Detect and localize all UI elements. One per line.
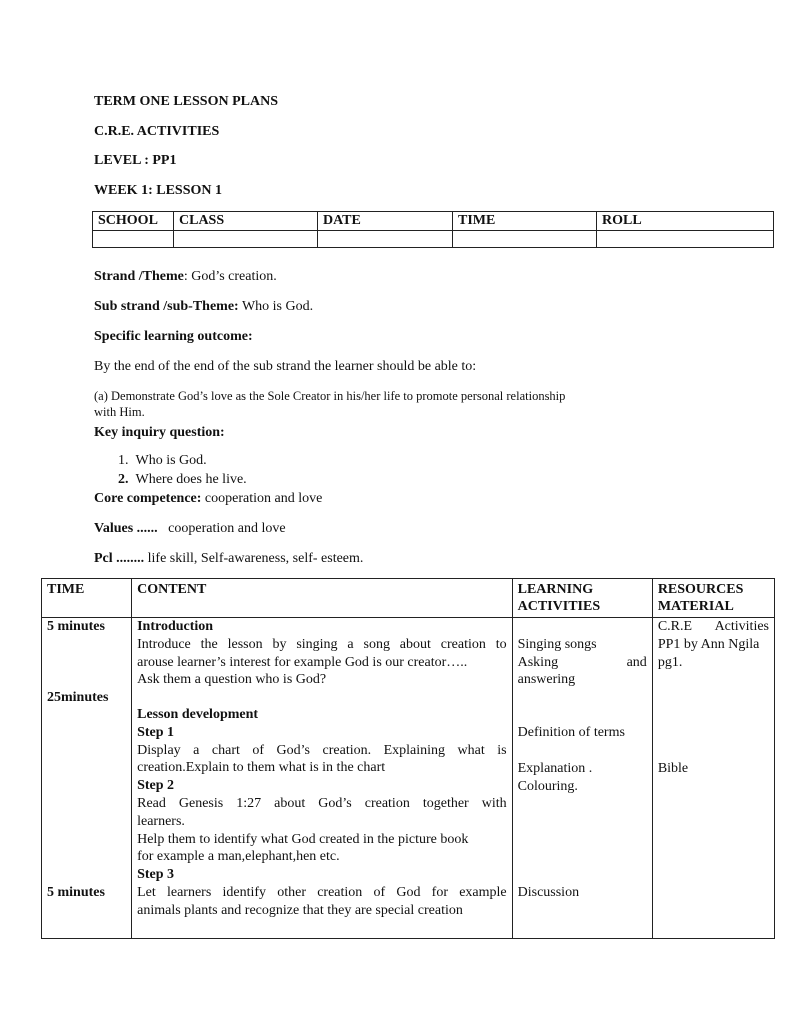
outcome-item-line1: (a) Demonstrate God’s love as the Sole Creator in his/her life to promote personal relationship <box>94 389 566 403</box>
strand-value: : God’s creation. <box>183 269 277 284</box>
time-column-header: TIME <box>42 579 132 618</box>
resource-line-3: pg1. <box>657 654 683 670</box>
inquiry-label: Key inquiry question: <box>94 425 225 440</box>
pcl-label: Pcl ........ <box>94 551 145 566</box>
intro-line-2: arouse learner’s interest for example God is our creator….. <box>137 654 468 670</box>
resource-line-2: PP1 by Ann Ngila <box>657 636 760 652</box>
step2-line-3: Help them to identify what God created in the picture book <box>137 831 469 847</box>
level-label: LEVEL : PP1 <box>94 153 177 168</box>
sub-strand-label: Sub strand /sub-Theme: <box>94 299 239 314</box>
activity-asking-line <box>518 654 647 672</box>
time-development: 25minutes <box>47 690 109 705</box>
content-column-header: CONTENT <box>132 579 513 618</box>
sub-strand-value: Who is God. <box>238 299 314 314</box>
inquiry-question-1 <box>118 453 207 469</box>
sub-strand-line <box>94 299 313 315</box>
date-header: DATE <box>318 212 453 231</box>
activities-header-line2: ACTIVITIES <box>517 599 601 614</box>
core-competence-label: Core competence: <box>94 491 202 506</box>
step1-heading: Step 1 <box>137 724 175 740</box>
date-cell <box>318 231 453 248</box>
values-label: Values ...... <box>94 521 158 536</box>
content-cell <box>132 618 513 939</box>
time-intro: 5 minutes <box>47 619 105 634</box>
question-1-text: Who is God. <box>135 453 207 468</box>
strand-line <box>94 269 277 285</box>
outcome-intro: By the end of the end of the sub strand the learner should be able to: <box>94 359 477 374</box>
resources-cell <box>652 618 774 939</box>
values-line <box>94 521 286 537</box>
school-header: SCHOOL <box>93 212 174 231</box>
step3-line-2: animals plants and recognize that they are special creation <box>137 902 463 918</box>
activity-asking: Asking <box>517 654 559 670</box>
resource-line-1: C.R.E Activities <box>657 619 769 634</box>
time-cell <box>453 231 597 248</box>
step2-line-1: Read Genesis 1:27 about God’s creation together with <box>137 796 507 811</box>
pcl-value: life skill, Self-awareness, self- esteem. <box>144 551 364 566</box>
question-1-number: 1. <box>118 453 129 468</box>
intro-line-3: Ask them a question who is God? <box>137 672 327 688</box>
time-cell <box>42 618 132 939</box>
resources-header-line1: RESOURCES <box>657 582 744 597</box>
activity-singing: Singing songs <box>517 636 597 652</box>
values-value: cooperation and love <box>157 521 286 536</box>
core-competence-value: cooperation and love <box>201 491 323 506</box>
resources-header-line2: MATERIAL <box>657 599 734 614</box>
activity-colouring: Colouring. <box>517 778 578 794</box>
step2-line-2: learners. <box>137 813 185 829</box>
lesson-table <box>41 578 775 939</box>
week-lesson-label: WEEK 1: LESSON 1 <box>94 183 222 198</box>
roll-header: ROLL <box>597 212 774 231</box>
activities-cell <box>512 618 652 939</box>
activity-and: and <box>626 654 647 670</box>
strand-label: Strand /Theme <box>94 269 184 284</box>
school-cell <box>93 231 174 248</box>
resource-bible: Bible <box>657 761 689 776</box>
step2-heading: Step 2 <box>137 778 175 794</box>
time-header: TIME <box>453 212 597 231</box>
activity-explanation: Explanation . <box>517 761 593 776</box>
intro-line-1: Introduce the lesson by singing a song about creation to <box>137 636 507 652</box>
inquiry-question-2 <box>118 472 247 488</box>
activity-discussion: Discussion <box>517 885 580 900</box>
activity-definition: Definition of terms <box>517 725 625 740</box>
class-header: CLASS <box>174 212 318 231</box>
pcl-line <box>94 551 363 567</box>
step3-heading: Step 3 <box>137 867 175 883</box>
school-info-table <box>92 211 774 248</box>
step2-line-4: for example a man,elephant,hen etc. <box>137 849 340 865</box>
step3-line-1: Let learners identify other creation of God for example <box>137 885 507 900</box>
activities-column-header <box>512 579 652 618</box>
document-title: TERM ONE LESSON PLANS <box>94 94 278 109</box>
time-step3: 5 minutes <box>47 885 105 900</box>
activities-header-line1: LEARNING <box>517 582 594 597</box>
outcome-item-line2: with Him. <box>94 405 145 419</box>
resources-column-header <box>652 579 774 618</box>
subject-title: C.R.E. ACTIVITIES <box>94 124 220 139</box>
question-2-number: 2. <box>118 472 129 487</box>
development-heading: Lesson development <box>137 707 259 722</box>
step1-line-2: creation.Explain to them what is in the chart <box>137 760 386 776</box>
class-cell <box>174 231 318 248</box>
outcome-label: Specific learning outcome: <box>94 329 253 344</box>
core-competence-line <box>94 491 322 507</box>
step1-line-1: Display a chart of God’s creation. Explaining what is <box>137 742 507 758</box>
activity-answering: answering <box>517 672 576 688</box>
question-2-text: Where does he live. <box>135 472 247 487</box>
intro-heading: Introduction <box>137 619 214 634</box>
roll-cell <box>597 231 774 248</box>
